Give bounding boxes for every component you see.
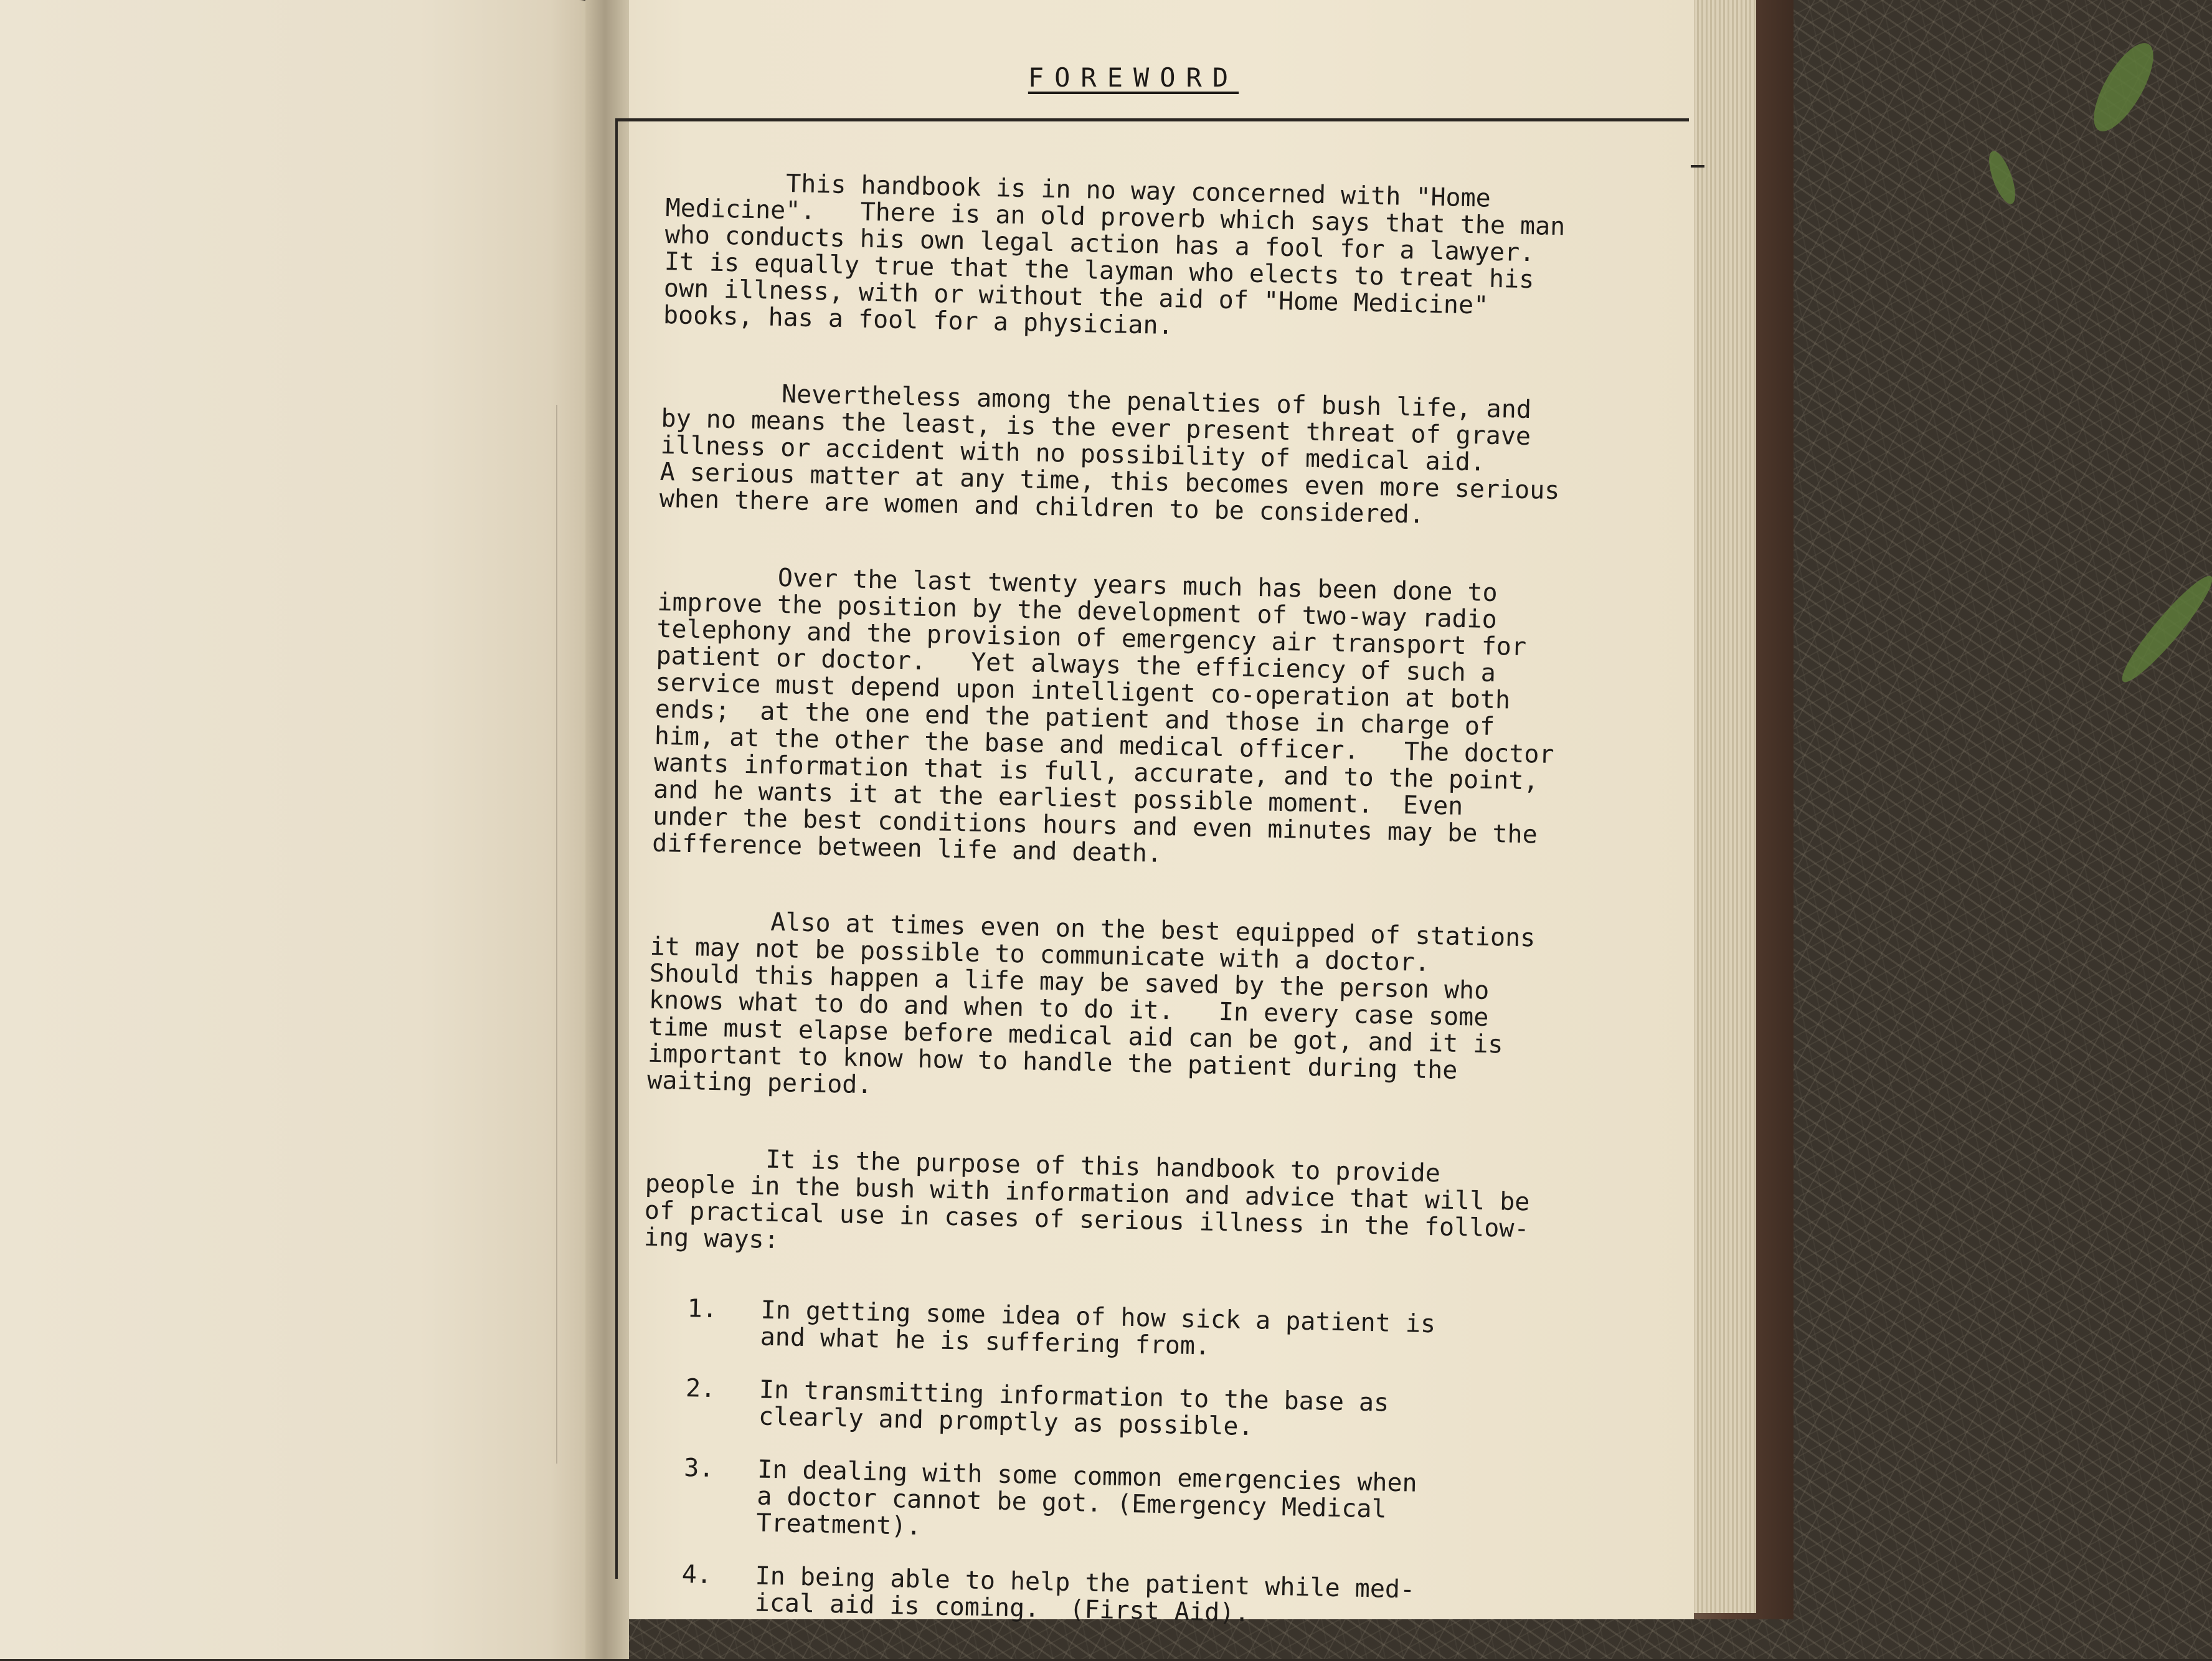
list-number: 3. <box>683 1454 714 1484</box>
left-page-crease <box>556 405 557 1464</box>
list-item <box>638 1454 1648 1556</box>
list-text: In dealing with some common emergencies when a doctor cannot be got. (Emergency Medical Treatment). <box>755 1455 1418 1541</box>
paragraph-3: Over the last twenty years much has been done to improve the position by the development of two-way radio telephony and the provision of emergency air transport for patient or doctor. Yet always the efficiency of such a service must depend upon intelligent co-operation at both ends; at the one end the patient and those in charge of him, at the other the base and medical officer. The doctor wants information that is full, accurate, and to the point, and he wants it at the earliest possible moment. Even under the best conditions hours and even minutes may be the difference between life and death. <box>651 561 1554 868</box>
list-number: 2. <box>685 1374 716 1404</box>
list-number: 1. <box>687 1294 718 1324</box>
paragraph-1: This handbook is in no way concerned with "Home Medicine". There is an old proverb which says that the man who conducts his own legal action has a fool for a lawyer. It is equally true that the layman who elects to treat his own illness, with or without the aid of "Home Medicine" books, has a fool for a physician. <box>663 167 1566 341</box>
list-text: In getting some idea of how sick a patient is and what he is suffering from. <box>760 1295 1436 1361</box>
foreword-body <box>635 168 1675 1661</box>
list-item <box>641 1295 1651 1370</box>
list-text: In being able to help the patient while med- ical aid is coming. (First Aid). <box>754 1561 1416 1628</box>
paragraph-2: Nevertheless among the penalties of bush life, and by no means the least, is the ever present threat of grave illness or accident with no possibility of medical aid. A serious matter at any time, this becomes even more serious when there are women and children to be considered. <box>659 377 1560 529</box>
paragraph-5: It is the purpose of this handbook to provide people in the bush with information and advice that will be of practical use in cases of serious illness in the follow- ing ways: <box>643 1142 1530 1255</box>
list-text: In transmitting information to the base as clearly and promptly as possible. <box>758 1375 1389 1442</box>
page-title: FOREWORD <box>1028 62 1239 93</box>
list-item <box>636 1561 1645 1635</box>
list-item <box>640 1375 1650 1449</box>
left-page <box>0 0 598 1659</box>
page-border-tick <box>1691 165 1704 168</box>
purpose-list <box>636 1295 1651 1635</box>
paragraph-4: Also at times even on the best equipped of stations it may not be possible to communicate with a doctor. Should this happen a life may be saved by the person who knows what to do and when to do it. In every case some time must elapse before medical aid can be got, and it is important to know how to handle the patient during the waiting period. <box>646 905 1536 1100</box>
list-number: 4. <box>681 1560 712 1590</box>
